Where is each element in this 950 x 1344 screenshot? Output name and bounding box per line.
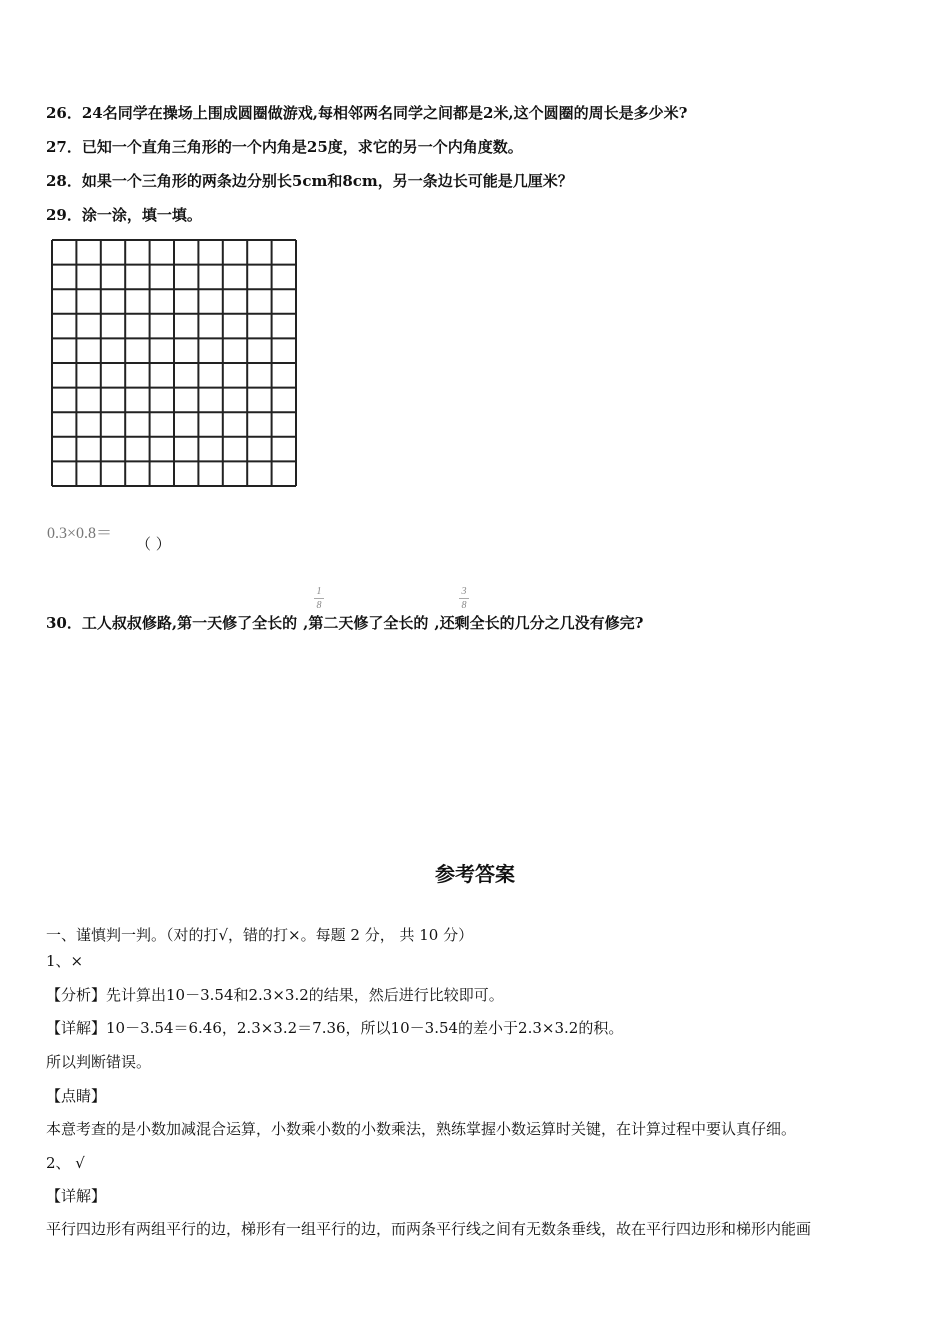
fraction-1-8: 1 8 [314,586,324,611]
answer-2-detail-label: 【详解】 [46,1187,107,1205]
question-27: 27．已知一个直角三角形的一个内角是25度，求它的另一个内角度数。 [46,138,523,156]
answers-title: 参考答案 [435,862,515,886]
question-28: 28．如果一个三角形的两条边分别长5cm和8cm，另一条边长可能是几厘米？ [46,172,573,190]
answer-1-tip-label: 【点睛】 [46,1087,107,1105]
answer-1-conclusion: 所以判断错误。 [46,1053,152,1071]
q30-text-1: 30．工人叔叔修路,第一天修了全长的 [46,614,298,632]
question-26: 26．24名同学在操场上围成圆圈做游戏,每相邻两名同学之间都是2米,这个圆圈的周长是多少米? [46,104,688,122]
q29-formula: 0.3×0.8＝ [47,525,113,542]
answer-1-detail: 【详解】10－3.54＝6.46，2.3×3.2＝7.36，所以10－3.54的差小于2.3×3.2的积。 [46,1019,624,1037]
question-29: 29．涂一涂，填一填。 [46,206,202,224]
answer-1: 1、× [46,952,84,970]
question-30 [46,612,643,633]
answer-1-tip: 本意考查的是小数加减混合运算，小数乘小数的小数乘法，熟练掌握小数运算时关键，在计算过程中要认真仔细。 [46,1120,797,1138]
q29-answer-blank: （ ） [136,535,171,553]
grid-10x10 [50,238,298,488]
fraction-3-8: 3 8 [459,586,469,611]
answer-2-detail: 平行四边形有两组平行的边，梯形有一组平行的边，而两条平行线之间有无数条垂线，故在平行四边形和梯形内能画 [46,1220,812,1238]
q30-text-3: ,还剩全长的几分之几没有修完? [434,614,644,632]
answer-2: 2、 √ [46,1154,85,1172]
q30-text-2: ,第二天修了全长的 [303,614,429,632]
section-1-heading: 一、谨慎判一判。（对的打√，错的打×。每题 2 分， 共 10 分） [46,926,474,944]
answer-1-analysis: 【分析】先计算出10－3.54和2.3×3.2的结果，然后进行比较即可。 [46,986,504,1004]
